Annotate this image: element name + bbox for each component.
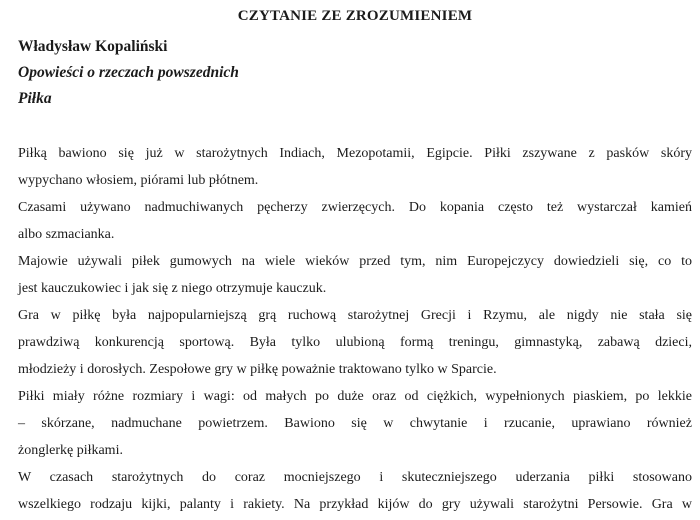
paragraph <box>18 140 692 194</box>
text-line: żonglerkę piłkami. <box>18 443 123 458</box>
document-meta <box>18 34 692 112</box>
text-line: albo szmacianka. <box>18 227 115 242</box>
text-line: Gra w piłkę była najpopularniejszą grą ruchową starożytnej Grecji i Rzymu, ale nigdy nie stała się <box>18 308 692 323</box>
paragraph <box>18 194 692 248</box>
document-title: CZYTANIE ZE ZROZUMIENIEM <box>237 8 473 24</box>
text-line: Majowie używali piłek gumowych na wiele wieków przed tym, nim Europejczycy dowiedzieli się, co to <box>18 254 692 269</box>
text-line: – skórzane, nadmuchane powietrzem. Bawiono się w chwytanie i rzucanie, uprawiano również <box>18 416 692 431</box>
paragraph <box>18 248 692 302</box>
text-line: prawdziwą konkurencją sportową. Była tylko ulubioną formą treningu, gimnastyką, zabawą dzieci, <box>18 335 692 350</box>
author-name: Władysław Kopaliński <box>18 38 168 55</box>
text-line: Piłki miały różne rozmiary i wagi: od małych po duże oraz od ciężkich, wypełnionych piaskiem, po lekkie <box>18 389 692 404</box>
text-line: jest kauczukowiec i jak się z niego otrzymuje kauczuk. <box>18 281 327 296</box>
work-title: Opowieści o rzeczach powszednich <box>18 64 239 81</box>
text-line: wszelkiego rodzaju kijki, palanty i rakiety. Na przykład kijów do gry używali starożytni Persowie. Gra w <box>18 497 692 512</box>
document-body <box>18 140 692 518</box>
section-title: Piłka <box>18 90 52 107</box>
paragraph <box>18 383 692 464</box>
text-line: wypychano włosiem, piórami lub płótnem. <box>18 173 259 188</box>
text-line: Piłką bawiono się już w starożytnych Indiach, Mezopotamii, Egipcie. Piłki zszywane z pasków skóry <box>18 146 692 161</box>
text-line: młodzieży i dorosłych. Zespołowe gry w piłkę poważnie traktowano tylko w Sparcie. <box>18 362 497 377</box>
text-line: Czasami używano nadmuchiwanych pęcherzy zwierzęcych. Do kopania często też wystarczał kamień <box>18 200 692 215</box>
text-line: W czasach starożytnych do coraz mocniejszego i skuteczniejszego uderzania piłki stosowano <box>18 470 692 485</box>
paragraph <box>18 302 692 383</box>
paragraph <box>18 464 692 518</box>
